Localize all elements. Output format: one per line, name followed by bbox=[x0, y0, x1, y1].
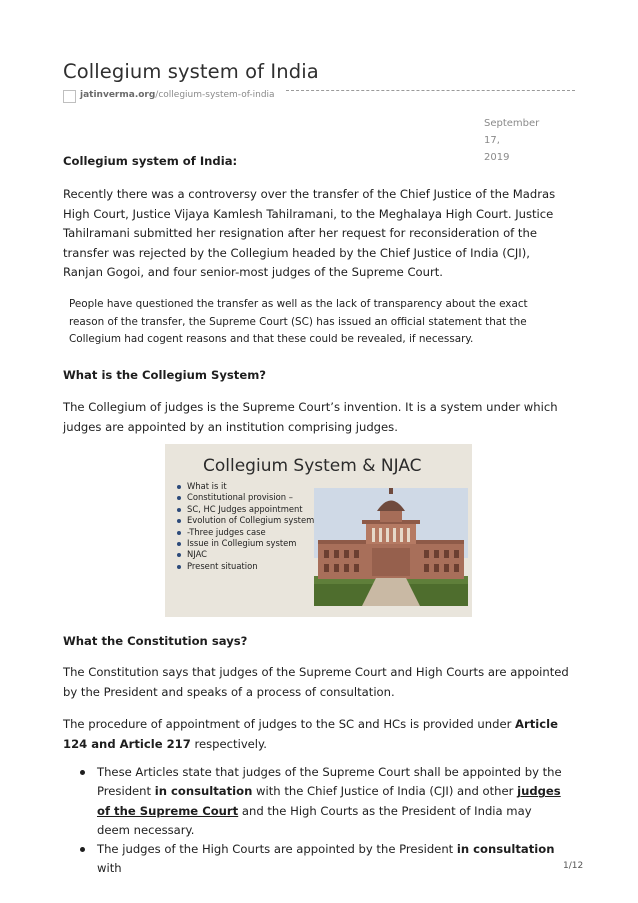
paragraph: The Collegium of judges is the Supreme Court’s invention. It is a system under which judges are appointed by an institution comprising judges. bbox=[63, 400, 558, 434]
image-title: Collegium System & NJAC bbox=[203, 456, 422, 476]
post-date-line1: September 17, bbox=[484, 118, 540, 146]
image-list-item: SC, HC Judges appointment bbox=[175, 504, 335, 515]
image-bullet-list bbox=[175, 481, 335, 572]
image-list-item: Issue in Collegium system bbox=[175, 538, 335, 549]
image-list-item: Evolution of Collegium system bbox=[175, 515, 335, 526]
section-heading: What is the Collegium System? bbox=[63, 368, 266, 382]
bullet-list bbox=[80, 763, 568, 879]
bold-text: in consultation bbox=[154, 784, 253, 799]
bold-text: in consultation bbox=[456, 842, 555, 857]
paragraph: Recently there was a controversy over the transfer of the Chief Justice of the Madras High Court, Justice Vijaya Kamlesh Tahilramani, to the Meghalaya High Court. Justice Tahilramani submitted her resignation after her request for reconsideration of the transfer was rejected by the Collegium headed by the Chief Justice of India (CJI), Ranjan Gogoi, and four senior-most judges of the Supreme Court. bbox=[63, 187, 556, 279]
paragraph: The Constitution says that judges of the Supreme Court and High Courts are appointed by the President and speaks of a process of consultation. bbox=[63, 665, 569, 699]
image-list-item: Present situation bbox=[175, 561, 335, 572]
source-domain: jatinverma.org bbox=[80, 90, 156, 100]
list-item bbox=[80, 840, 568, 879]
text-run: The judges of the High Courts are appointed by the President bbox=[97, 842, 457, 857]
blockquote: People have questioned the transfer as well as the lack of transparency about the exact reason of the transfer, the Supreme Court (SC) has issued an official statement that the Collegium had cogent reasons and that these could be revealed, if necessary. bbox=[69, 298, 528, 346]
image-list-item: Constitutional provision – bbox=[175, 492, 335, 503]
header-divider bbox=[286, 90, 575, 91]
text-run: with bbox=[97, 861, 122, 876]
page-title: Collegium system of India bbox=[63, 60, 319, 83]
judges-link[interactable]: judges of the Supreme Court bbox=[97, 784, 561, 818]
list-item bbox=[80, 763, 568, 840]
source-row bbox=[63, 89, 575, 105]
post-date-line2: 2019 bbox=[484, 152, 510, 163]
image-list-item: -Three judges case bbox=[175, 527, 335, 538]
section-heading: What the Constitution says? bbox=[63, 634, 248, 648]
text-run: The procedure of appointment of judges to the SC and HCs is provided under bbox=[63, 717, 516, 731]
text-run: respectively. bbox=[190, 736, 267, 751]
supreme-court-photo bbox=[314, 488, 468, 606]
page-number: 1/12 bbox=[563, 861, 584, 871]
text-run: with the Chief Justice of India (CJI) and other bbox=[252, 784, 518, 799]
favicon-icon bbox=[63, 90, 76, 103]
bold-text: Article 124 and Article 217 bbox=[63, 717, 558, 751]
article-image bbox=[165, 444, 472, 617]
image-list-item: What is it bbox=[175, 481, 335, 492]
source-link[interactable] bbox=[80, 90, 275, 100]
text-run: and the High Courts as the President of India may deem necessary. bbox=[97, 803, 532, 837]
source-path: /collegium-system-of-india bbox=[155, 90, 275, 100]
section-heading: Collegium system of India: bbox=[63, 154, 238, 168]
text-run: These Articles state that judges of the Supreme Court shall be appointed by the President bbox=[97, 765, 562, 799]
paragraph bbox=[63, 715, 569, 754]
image-list-item: NJAC bbox=[175, 549, 335, 560]
